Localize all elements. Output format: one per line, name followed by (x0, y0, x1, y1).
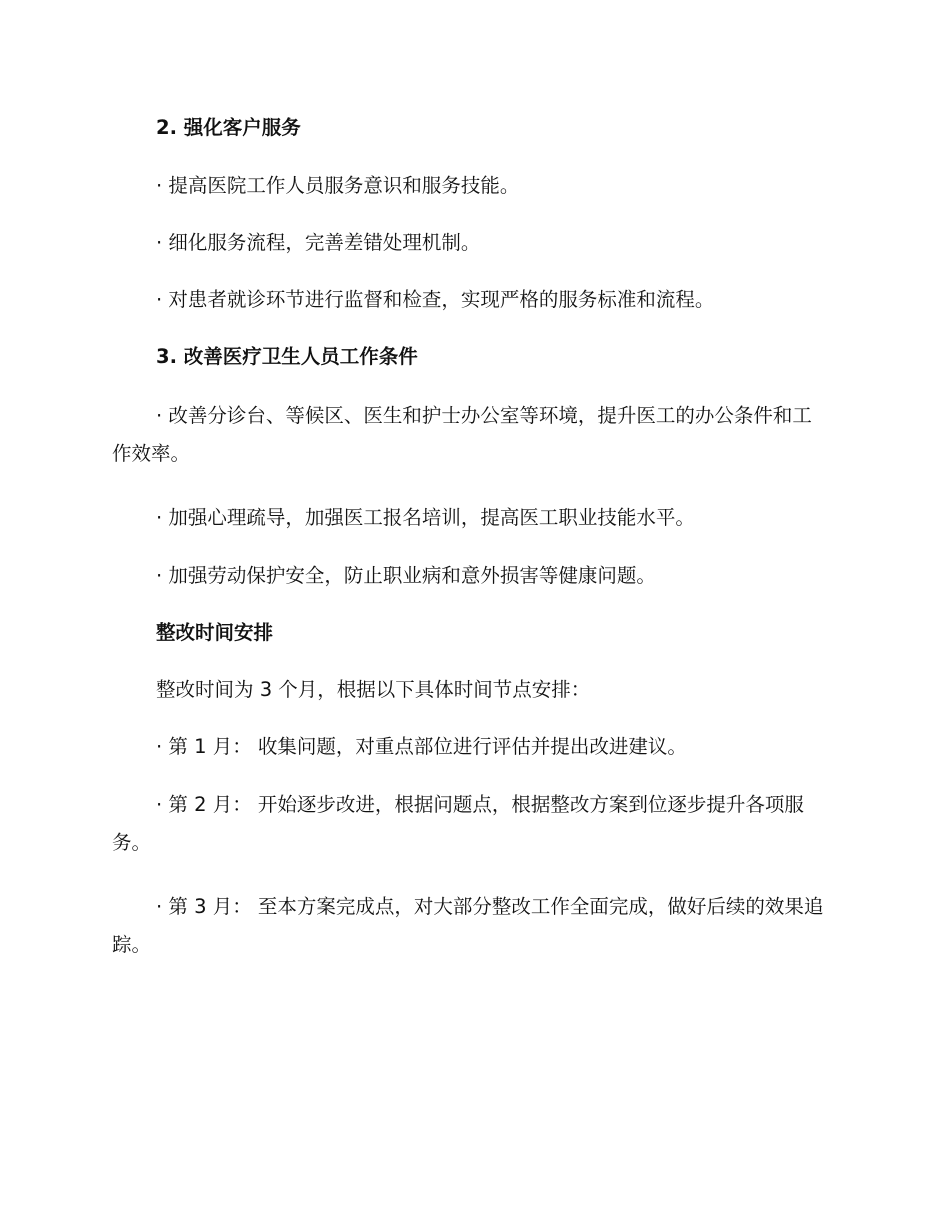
bullet-paragraph: · 改善分诊台、等候区、医生和护士办公室等环境，提升医工的办公条件和工作效率。 (112, 404, 812, 465)
bullet-paragraph: · 细化服务流程，完善差错处理机制。 (156, 231, 481, 254)
bullet-paragraph: · 提高医院工作人员服务意识和服务技能。 (156, 174, 520, 197)
bullet-paragraph: · 第 2 月： 开始逐步改进，根据问题点，根据整改方案到位逐步提升各项服务。 (112, 793, 804, 854)
bullet-paragraph: · 加强心理疏导，加强医工报名培训，提高医工职业技能水平。 (156, 506, 695, 529)
body-paragraph: 整改时间为 3 个月，根据以下具体时间节点安排： (156, 678, 591, 701)
bullet-paragraph: · 第 1 月： 收集问题，对重点部位进行评估并提出改进建议。 (156, 735, 687, 758)
section-heading: 3. 改善医疗卫生人员工作条件 (156, 345, 418, 368)
section-heading: 2. 强化客户服务 (156, 116, 301, 139)
bullet-paragraph: · 加强劳动保护安全，防止职业病和意外损害等健康问题。 (156, 564, 656, 587)
section-heading: 整改时间安排 (156, 621, 274, 644)
bullet-paragraph: · 第 3 月： 至本方案完成点，对大部分整改工作全面完成，做好后续的效果追踪。 (112, 895, 824, 956)
bullet-paragraph: · 对患者就诊环节进行监督和检查，实现严格的服务标准和流程。 (156, 288, 715, 311)
